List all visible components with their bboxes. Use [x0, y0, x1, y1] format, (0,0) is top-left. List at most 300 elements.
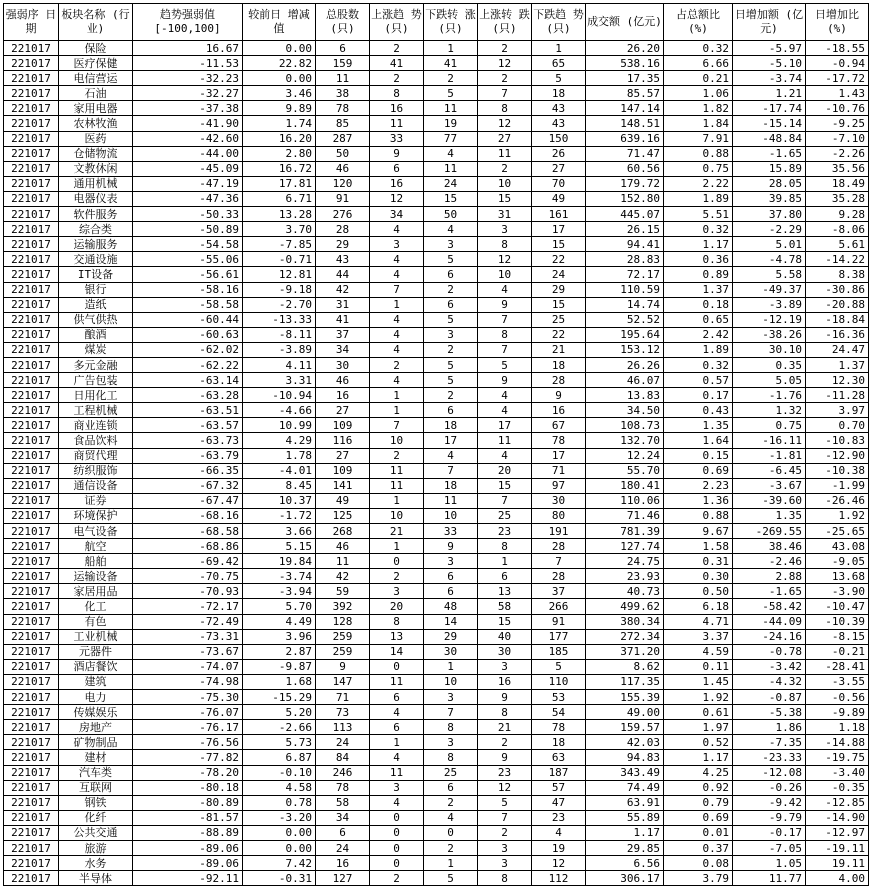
table-row: [4, 327, 869, 342]
cell-turnover: 29.85: [586, 840, 664, 855]
cell-up-to-down: 3: [478, 222, 532, 237]
cell-trend-strength: -63.28: [133, 388, 243, 403]
cell-daily-ratio: -18.84: [806, 312, 869, 327]
cell-sector: 水务: [59, 856, 133, 871]
cell-total-stocks: 30: [316, 357, 370, 372]
cell-share: 1.92: [664, 690, 733, 705]
cell-daily-increase: -24.16: [733, 629, 806, 644]
cell-total-stocks: 46: [316, 161, 370, 176]
cell-daily-increase: -3.42: [733, 659, 806, 674]
cell-down-trend: 18: [532, 357, 586, 372]
cell-daily-ratio: -8.15: [806, 629, 869, 644]
cell-sector: 通信设备: [59, 478, 133, 493]
cell-trend-strength: -75.30: [133, 690, 243, 705]
cell-total-stocks: 78: [316, 101, 370, 116]
table-row: [4, 750, 869, 765]
cell-turnover: 152.80: [586, 191, 664, 206]
cell-change: -9.18: [243, 282, 316, 297]
cell-total-stocks: 16: [316, 856, 370, 871]
cell-sector: 多元金融: [59, 357, 133, 372]
cell-up-trend: 2: [370, 448, 424, 463]
cell-date: 221017: [4, 780, 59, 795]
cell-daily-increase: 0.35: [733, 357, 806, 372]
cell-share: 0.36: [664, 252, 733, 267]
cell-daily-increase: -1.76: [733, 388, 806, 403]
cell-daily-ratio: 18.49: [806, 176, 869, 191]
cell-up-trend: 20: [370, 599, 424, 614]
table-row: [4, 86, 869, 101]
cell-trend-strength: -69.42: [133, 554, 243, 569]
cell-trend-strength: -63.51: [133, 403, 243, 418]
cell-date: 221017: [4, 825, 59, 840]
cell-sector: 软件服务: [59, 207, 133, 222]
cell-daily-ratio: 13.68: [806, 569, 869, 584]
cell-share: 0.30: [664, 569, 733, 584]
cell-change: -10.94: [243, 388, 316, 403]
cell-daily-increase: -12.19: [733, 312, 806, 327]
cell-change: 1.78: [243, 448, 316, 463]
cell-date: 221017: [4, 810, 59, 825]
cell-change: -0.71: [243, 252, 316, 267]
table-row: [4, 312, 869, 327]
col-header-daily-increase: 日增加额 (亿元): [733, 4, 806, 41]
cell-date: 221017: [4, 554, 59, 569]
cell-date: 221017: [4, 720, 59, 735]
cell-turnover: 23.93: [586, 569, 664, 584]
cell-trend-strength: -60.63: [133, 327, 243, 342]
cell-date: 221017: [4, 584, 59, 599]
cell-daily-increase: -4.32: [733, 674, 806, 689]
cell-trend-strength: -37.38: [133, 101, 243, 116]
cell-turnover: 445.07: [586, 207, 664, 222]
cell-down-to-up: 15: [424, 191, 478, 206]
cell-turnover: 74.49: [586, 780, 664, 795]
cell-share: 0.65: [664, 312, 733, 327]
cell-up-trend: 11: [370, 478, 424, 493]
cell-daily-ratio: 5.61: [806, 237, 869, 252]
cell-up-trend: 2: [370, 71, 424, 86]
cell-daily-increase: 5.01: [733, 237, 806, 252]
cell-trend-strength: -56.61: [133, 267, 243, 282]
cell-trend-strength: -41.90: [133, 116, 243, 131]
cell-total-stocks: 73: [316, 705, 370, 720]
cell-sector: IT设备: [59, 267, 133, 282]
table-row: [4, 735, 869, 750]
cell-up-to-down: 7: [478, 86, 532, 101]
cell-daily-increase: -5.10: [733, 56, 806, 71]
cell-down-trend: 23: [532, 810, 586, 825]
table-row: [4, 795, 869, 810]
cell-total-stocks: 38: [316, 86, 370, 101]
cell-sector: 煤炭: [59, 342, 133, 357]
cell-change: -3.94: [243, 584, 316, 599]
cell-up-to-down: 31: [478, 207, 532, 222]
cell-down-trend: 16: [532, 403, 586, 418]
cell-up-trend: 4: [370, 252, 424, 267]
cell-sector: 综合类: [59, 222, 133, 237]
cell-up-to-down: 7: [478, 810, 532, 825]
cell-total-stocks: 109: [316, 418, 370, 433]
cell-up-trend: 4: [370, 327, 424, 342]
cell-turnover: 40.73: [586, 584, 664, 599]
cell-share: 0.69: [664, 463, 733, 478]
cell-change: -4.66: [243, 403, 316, 418]
table-row: [4, 373, 869, 388]
cell-down-trend: 1: [532, 41, 586, 56]
cell-up-trend: 3: [370, 780, 424, 795]
cell-sector: 运输设备: [59, 569, 133, 584]
cell-daily-ratio: 1.37: [806, 357, 869, 372]
cell-up-trend: 21: [370, 524, 424, 539]
cell-turnover: 117.35: [586, 674, 664, 689]
cell-turnover: 781.39: [586, 524, 664, 539]
cell-sector: 半导体: [59, 871, 133, 886]
table-row: [4, 222, 869, 237]
cell-date: 221017: [4, 357, 59, 372]
cell-up-trend: 7: [370, 418, 424, 433]
cell-turnover: 34.50: [586, 403, 664, 418]
cell-down-to-up: 41: [424, 56, 478, 71]
cell-date: 221017: [4, 433, 59, 448]
cell-date: 221017: [4, 222, 59, 237]
cell-daily-increase: -16.11: [733, 433, 806, 448]
cell-trend-strength: -89.06: [133, 856, 243, 871]
cell-turnover: 14.74: [586, 297, 664, 312]
cell-down-to-up: 17: [424, 433, 478, 448]
cell-share: 0.92: [664, 780, 733, 795]
cell-change: 12.81: [243, 267, 316, 282]
cell-total-stocks: 71: [316, 690, 370, 705]
cell-trend-strength: -44.00: [133, 146, 243, 161]
cell-turnover: 60.56: [586, 161, 664, 176]
cell-share: 0.89: [664, 267, 733, 282]
cell-change: 1.74: [243, 116, 316, 131]
cell-up-to-down: 30: [478, 644, 532, 659]
cell-down-to-up: 6: [424, 569, 478, 584]
cell-total-stocks: 6: [316, 41, 370, 56]
cell-trend-strength: -32.23: [133, 71, 243, 86]
cell-turnover: 26.15: [586, 222, 664, 237]
cell-sector: 化纤: [59, 810, 133, 825]
cell-date: 221017: [4, 659, 59, 674]
cell-trend-strength: -76.17: [133, 720, 243, 735]
cell-daily-increase: 38.46: [733, 539, 806, 554]
cell-share: 0.08: [664, 856, 733, 871]
cell-change: 4.11: [243, 357, 316, 372]
cell-date: 221017: [4, 131, 59, 146]
cell-change: 6.71: [243, 191, 316, 206]
cell-down-to-up: 33: [424, 524, 478, 539]
table-row: [4, 161, 869, 176]
cell-total-stocks: 116: [316, 433, 370, 448]
table-row: [4, 871, 869, 886]
cell-turnover: 52.52: [586, 312, 664, 327]
cell-up-to-down: 9: [478, 690, 532, 705]
cell-down-to-up: 5: [424, 871, 478, 886]
cell-change: -0.31: [243, 871, 316, 886]
cell-down-trend: 4: [532, 825, 586, 840]
table-row: [4, 146, 869, 161]
cell-share: 4.59: [664, 644, 733, 659]
cell-turnover: 26.26: [586, 357, 664, 372]
cell-down-to-up: 4: [424, 222, 478, 237]
cell-daily-ratio: 43.08: [806, 539, 869, 554]
table-row: [4, 629, 869, 644]
cell-sector: 酒店餐饮: [59, 659, 133, 674]
table-row: [4, 674, 869, 689]
cell-change: 16.72: [243, 161, 316, 176]
cell-down-trend: 80: [532, 508, 586, 523]
cell-up-to-down: 9: [478, 750, 532, 765]
cell-up-to-down: 3: [478, 659, 532, 674]
cell-daily-increase: -48.84: [733, 131, 806, 146]
industry-strength-table: [3, 3, 869, 886]
cell-up-to-down: 15: [478, 614, 532, 629]
cell-share: 7.91: [664, 131, 733, 146]
cell-total-stocks: 268: [316, 524, 370, 539]
table-row: [4, 584, 869, 599]
cell-trend-strength: -70.93: [133, 584, 243, 599]
table-row: [4, 433, 869, 448]
cell-down-to-up: 6: [424, 267, 478, 282]
cell-change: 0.00: [243, 41, 316, 56]
cell-turnover: 127.74: [586, 539, 664, 554]
table-row: [4, 176, 869, 191]
cell-up-trend: 34: [370, 207, 424, 222]
cell-daily-increase: -23.33: [733, 750, 806, 765]
cell-sector: 建材: [59, 750, 133, 765]
cell-daily-increase: -1.81: [733, 448, 806, 463]
cell-down-trend: 191: [532, 524, 586, 539]
cell-up-trend: 1: [370, 297, 424, 312]
cell-down-to-up: 7: [424, 463, 478, 478]
cell-total-stocks: 109: [316, 463, 370, 478]
cell-share: 0.32: [664, 222, 733, 237]
cell-trend-strength: -50.33: [133, 207, 243, 222]
cell-daily-increase: -15.14: [733, 116, 806, 131]
cell-down-to-up: 30: [424, 644, 478, 659]
table-row: [4, 388, 869, 403]
cell-share: 0.32: [664, 41, 733, 56]
cell-turnover: 272.34: [586, 629, 664, 644]
cell-daily-increase: -38.26: [733, 327, 806, 342]
cell-up-to-down: 9: [478, 297, 532, 312]
cell-up-to-down: 20: [478, 463, 532, 478]
cell-share: 0.43: [664, 403, 733, 418]
cell-date: 221017: [4, 569, 59, 584]
cell-date: 221017: [4, 871, 59, 886]
cell-down-to-up: 2: [424, 840, 478, 855]
cell-daily-ratio: -14.88: [806, 735, 869, 750]
cell-sector: 建筑: [59, 674, 133, 689]
cell-sector: 银行: [59, 282, 133, 297]
cell-total-stocks: 127: [316, 871, 370, 886]
cell-date: 221017: [4, 493, 59, 508]
cell-daily-ratio: -1.99: [806, 478, 869, 493]
cell-change: -3.89: [243, 342, 316, 357]
cell-sector: 矿物制品: [59, 735, 133, 750]
cell-date: 221017: [4, 463, 59, 478]
cell-date: 221017: [4, 795, 59, 810]
cell-share: 9.67: [664, 524, 733, 539]
cell-daily-increase: -0.87: [733, 690, 806, 705]
cell-up-trend: 2: [370, 41, 424, 56]
cell-daily-ratio: -12.97: [806, 825, 869, 840]
cell-up-trend: 6: [370, 690, 424, 705]
cell-total-stocks: 34: [316, 810, 370, 825]
cell-total-stocks: 159: [316, 56, 370, 71]
cell-daily-increase: -0.78: [733, 644, 806, 659]
cell-down-trend: 65: [532, 56, 586, 71]
cell-down-trend: 5: [532, 659, 586, 674]
cell-daily-ratio: -3.55: [806, 674, 869, 689]
cell-sector: 运输服务: [59, 237, 133, 252]
cell-down-trend: 28: [532, 539, 586, 554]
cell-change: 16.20: [243, 131, 316, 146]
cell-up-trend: 4: [370, 795, 424, 810]
cell-date: 221017: [4, 41, 59, 56]
table-row: [4, 614, 869, 629]
cell-daily-ratio: -0.56: [806, 690, 869, 705]
cell-up-trend: 4: [370, 312, 424, 327]
cell-down-trend: 15: [532, 297, 586, 312]
cell-share: 0.37: [664, 840, 733, 855]
cell-sector: 证券: [59, 493, 133, 508]
table-row: [4, 765, 869, 780]
cell-up-trend: 1: [370, 735, 424, 750]
cell-date: 221017: [4, 644, 59, 659]
cell-daily-increase: -2.46: [733, 554, 806, 569]
cell-total-stocks: 84: [316, 750, 370, 765]
cell-turnover: 94.41: [586, 237, 664, 252]
cell-trend-strength: -58.58: [133, 297, 243, 312]
cell-total-stocks: 41: [316, 312, 370, 327]
cell-sector: 文教休闲: [59, 161, 133, 176]
cell-daily-ratio: -10.47: [806, 599, 869, 614]
cell-total-stocks: 24: [316, 840, 370, 855]
cell-turnover: 153.12: [586, 342, 664, 357]
cell-share: 1.36: [664, 493, 733, 508]
cell-daily-ratio: -12.90: [806, 448, 869, 463]
table-row: [4, 569, 869, 584]
cell-down-to-up: 3: [424, 690, 478, 705]
cell-date: 221017: [4, 539, 59, 554]
table-row: [4, 524, 869, 539]
cell-sector: 商业连锁: [59, 418, 133, 433]
cell-sector: 电力: [59, 690, 133, 705]
cell-trend-strength: -81.57: [133, 810, 243, 825]
cell-turnover: 371.20: [586, 644, 664, 659]
cell-down-to-up: 2: [424, 795, 478, 810]
cell-turnover: 63.91: [586, 795, 664, 810]
cell-trend-strength: -76.07: [133, 705, 243, 720]
table-row: [4, 71, 869, 86]
cell-total-stocks: 287: [316, 131, 370, 146]
cell-down-to-up: 2: [424, 282, 478, 297]
cell-change: 2.80: [243, 146, 316, 161]
cell-up-trend: 6: [370, 720, 424, 735]
cell-trend-strength: -66.35: [133, 463, 243, 478]
cell-date: 221017: [4, 403, 59, 418]
cell-sector: 通用机械: [59, 176, 133, 191]
cell-turnover: 55.89: [586, 810, 664, 825]
cell-change: 5.70: [243, 599, 316, 614]
cell-share: 6.18: [664, 599, 733, 614]
cell-trend-strength: -55.06: [133, 252, 243, 267]
cell-down-to-up: 1: [424, 41, 478, 56]
cell-daily-ratio: 1.43: [806, 86, 869, 101]
cell-share: 2.42: [664, 327, 733, 342]
cell-down-to-up: 77: [424, 131, 478, 146]
cell-down-trend: 12: [532, 856, 586, 871]
cell-change: 3.70: [243, 222, 316, 237]
cell-daily-increase: -58.42: [733, 599, 806, 614]
cell-share: 1.17: [664, 750, 733, 765]
cell-share: 0.17: [664, 388, 733, 403]
cell-daily-increase: -1.65: [733, 584, 806, 599]
cell-down-trend: 47: [532, 795, 586, 810]
table-row: [4, 207, 869, 222]
cell-turnover: 85.57: [586, 86, 664, 101]
table-row: [4, 237, 869, 252]
cell-change: -13.33: [243, 312, 316, 327]
cell-up-trend: 6: [370, 161, 424, 176]
cell-turnover: 108.73: [586, 418, 664, 433]
cell-daily-ratio: -0.94: [806, 56, 869, 71]
cell-change: -1.72: [243, 508, 316, 523]
cell-date: 221017: [4, 840, 59, 855]
cell-down-to-up: 19: [424, 116, 478, 131]
cell-up-to-down: 12: [478, 116, 532, 131]
cell-share: 0.88: [664, 508, 733, 523]
cell-up-trend: 0: [370, 810, 424, 825]
table-row: [4, 478, 869, 493]
cell-daily-increase: 1.21: [733, 86, 806, 101]
col-header-up-trend: 上涨趋 势(只): [370, 4, 424, 41]
table-row: [4, 810, 869, 825]
cell-daily-increase: -5.97: [733, 41, 806, 56]
table-body: [4, 41, 869, 886]
cell-date: 221017: [4, 71, 59, 86]
cell-daily-ratio: 35.56: [806, 161, 869, 176]
table-row: [4, 856, 869, 871]
cell-daily-ratio: 24.47: [806, 342, 869, 357]
table-row: [4, 690, 869, 705]
table-row: [4, 357, 869, 372]
cell-down-trend: 49: [532, 191, 586, 206]
cell-daily-ratio: -8.06: [806, 222, 869, 237]
cell-share: 0.52: [664, 735, 733, 750]
cell-share: 3.37: [664, 629, 733, 644]
cell-change: 0.00: [243, 71, 316, 86]
cell-total-stocks: 31: [316, 297, 370, 312]
cell-up-to-down: 8: [478, 705, 532, 720]
cell-total-stocks: 42: [316, 282, 370, 297]
cell-turnover: 13.83: [586, 388, 664, 403]
cell-down-to-up: 29: [424, 629, 478, 644]
cell-up-to-down: 8: [478, 237, 532, 252]
cell-turnover: 538.16: [586, 56, 664, 71]
cell-total-stocks: 37: [316, 327, 370, 342]
cell-sector: 医疗保健: [59, 56, 133, 71]
cell-daily-increase: 30.10: [733, 342, 806, 357]
cell-daily-ratio: -0.21: [806, 644, 869, 659]
cell-trend-strength: -88.89: [133, 825, 243, 840]
cell-down-to-up: 5: [424, 252, 478, 267]
table-row: [4, 493, 869, 508]
cell-down-trend: 91: [532, 614, 586, 629]
cell-up-trend: 4: [370, 267, 424, 282]
